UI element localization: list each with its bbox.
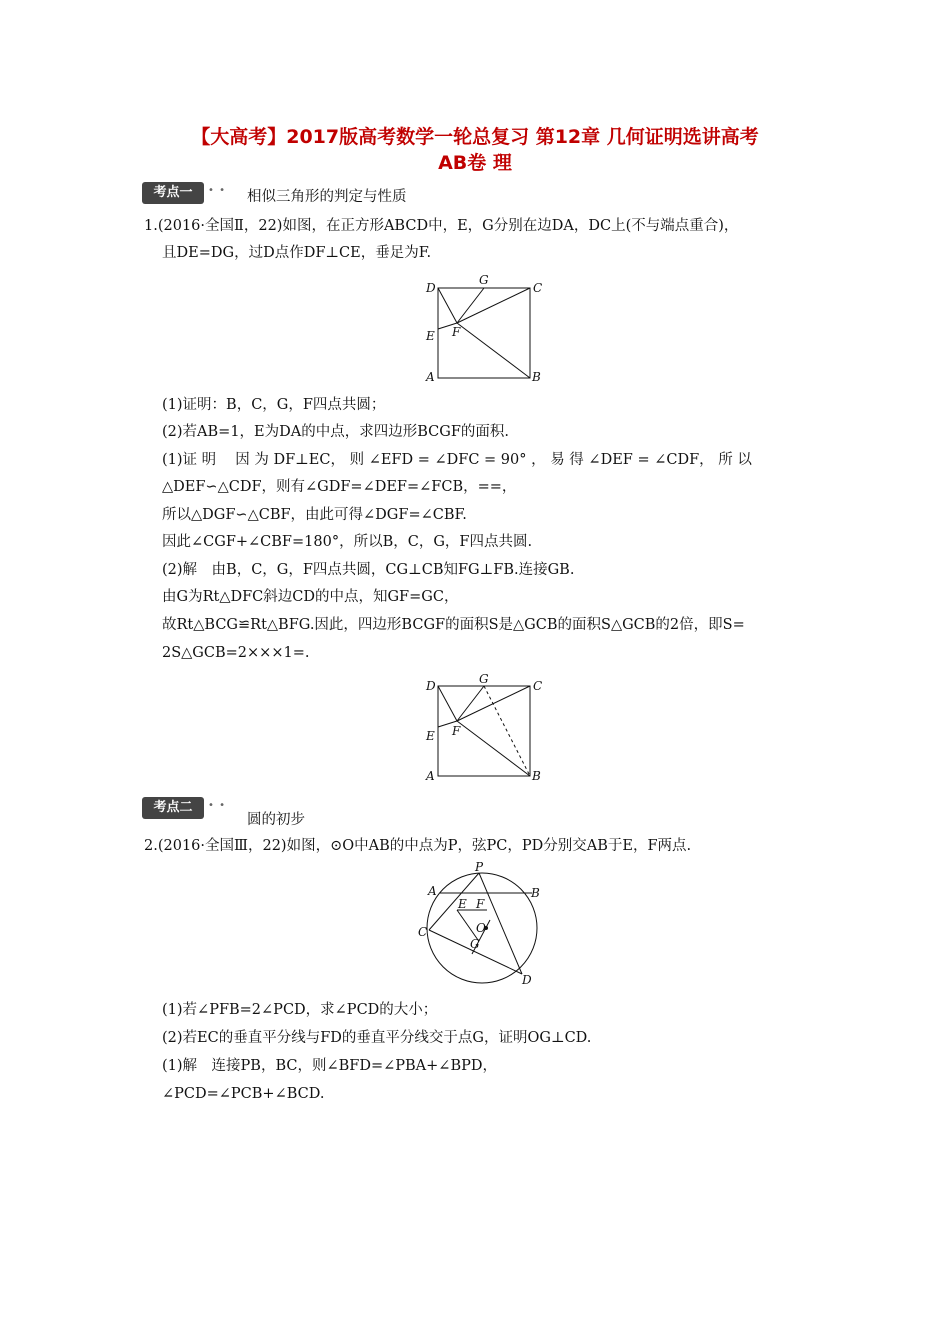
label-g: G — [470, 937, 480, 951]
label-d: D — [426, 281, 436, 295]
problem-2-solution-line-2: ∠PCD=∠PCB+∠BCD. — [162, 1086, 325, 1102]
problem-2-part-2: (2)若EC的垂直平分线与FD的垂直平分线交于点G，证明OG⊥CD. — [162, 1030, 592, 1046]
segment-df-2 — [438, 686, 457, 721]
label-c-2: C — [533, 679, 543, 693]
label-f-2: F — [452, 724, 461, 738]
problem-1-solution-line-1: (2)解 由B，C，G，F四点共圆，CG⊥CB知FG⊥FB.连接GB. — [162, 562, 575, 578]
problem-1-proof-line-3: 所以△DGF∽△CBF，由此可得∠DGF=∠CBF. — [162, 507, 467, 523]
label-b-2: B — [532, 769, 541, 783]
segment-fg — [457, 288, 484, 323]
problem-1-stem-line-1: 1.(2016·全国Ⅱ，22)如图，在正方形ABCD中，E，G分别在边DA，DC上(不与端点重合)， — [144, 218, 739, 234]
problem-1-proof-line-2: △DEF∽△CDF，则有∠GDF=∠DEF=∠FCB，==， — [162, 479, 517, 495]
document-title-cont — [0, 150, 950, 176]
label-d: D — [522, 973, 532, 987]
label-b: B — [531, 886, 540, 900]
label-b: B — [532, 370, 541, 384]
document-title — [0, 124, 950, 150]
label-f: F — [476, 897, 485, 911]
label-o: O — [476, 921, 486, 935]
badge-label: 考点一 — [142, 182, 204, 204]
dashed-segment-gb — [484, 686, 530, 776]
segment-dg-f — [438, 288, 457, 323]
label-e: E — [426, 329, 435, 343]
label-c: C — [533, 281, 543, 295]
square-figure-1 — [420, 272, 550, 384]
label-d-2: D — [426, 679, 436, 693]
title-line-2: AB卷 理 — [438, 152, 512, 174]
section-topic-1: 相似三角形的判定与性质 — [247, 189, 407, 205]
chord-pc — [429, 873, 479, 930]
label-e-2: E — [426, 729, 435, 743]
section-topic-2: 圆的初步 — [247, 812, 305, 828]
segment-fg-2 — [457, 686, 484, 721]
problem-1-part-2: (2)若AB=1，E为DA的中点，求四边形BCGF的面积. — [162, 424, 509, 440]
problem-1-part-1: (1)证明：B，C，G，F四点共圆； — [162, 397, 386, 413]
label-a: A — [426, 370, 435, 384]
segment-fc — [457, 288, 530, 323]
circle-figure — [412, 862, 552, 990]
label-g: G — [479, 273, 489, 287]
label-c: C — [418, 925, 428, 939]
problem-1-proof-line-4: 因此∠CGF+∠CBF=180°，所以B，C，G，F四点共圆. — [162, 534, 533, 550]
segment-fb-2 — [457, 721, 530, 776]
problem-2-part-1: (1)若∠PFB=2∠PCD，求∠PCD的大小； — [162, 1002, 438, 1018]
problem-1-solution-line-2: 由G为Rt△DFC斜边CD的中点，知GF=GC， — [162, 589, 459, 605]
section-badge-2 — [142, 797, 228, 819]
problem-1-solution-line-4: 2S△GCB=2×××1=. — [162, 645, 310, 661]
badge-label: 考点二 — [142, 797, 204, 819]
square-figure-2 — [420, 672, 550, 784]
bisector-1 — [457, 910, 478, 940]
label-a-2: A — [426, 769, 435, 783]
problem-2-solution-line-1: (1)解 连接PB，BC，则∠BFD=∠PBA+∠BPD， — [162, 1058, 497, 1074]
segment-fb — [457, 323, 530, 378]
problem-1-proof-line-1: (1)证 明 因 为 DF⊥EC， 则 ∠EFD = ∠DFC = 90° ， 易 得 ∠DEF = ∠CDF， 所 以 — [162, 452, 752, 468]
section-badge-1 — [142, 182, 228, 204]
title-line-1: 【大高考】2017版高考数学一轮总复习 第12章 几何证明选讲高考 — [191, 126, 759, 148]
label-g-2: G — [479, 672, 489, 686]
problem-1-solution-line-3: 故Rt△BCG≌Rt△BFG.因此，四边形BCGF的面积S是△GCB的面积S△GCB的2倍，即S= — [162, 617, 745, 633]
label-f: F — [452, 325, 461, 339]
badge-dots: • • — [208, 800, 226, 811]
problem-2-stem: 2.(2016·全国Ⅲ，22)如图，⊙O中AB的中点为P，弦PC，PD分别交AB于E，F两点. — [144, 838, 692, 854]
problem-1-stem-line-2: 且DE=DG，过D点作DF⊥CE，垂足为F. — [162, 245, 432, 261]
badge-dots: • • — [208, 185, 226, 196]
label-p: P — [475, 862, 484, 874]
label-a: A — [428, 884, 437, 898]
label-e: E — [458, 897, 467, 911]
